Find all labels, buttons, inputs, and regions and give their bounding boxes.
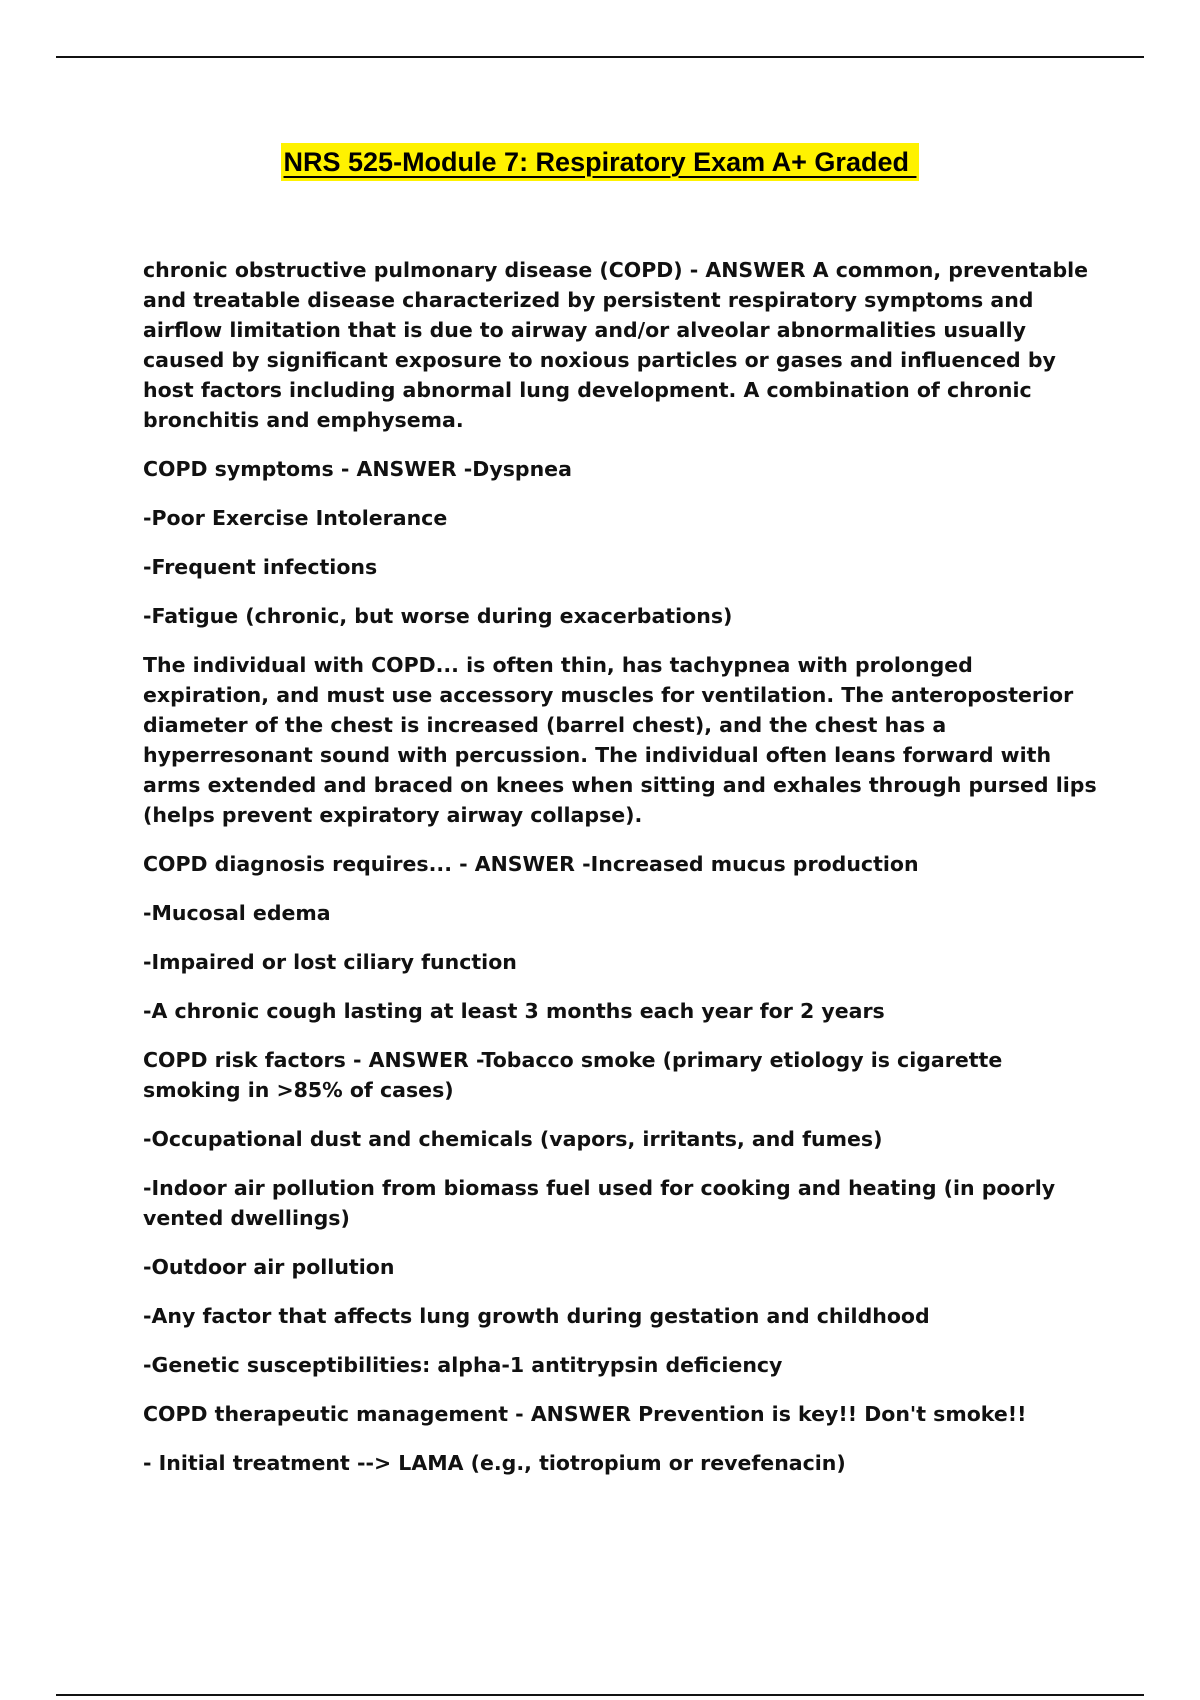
footer-rule <box>56 1694 1144 1696</box>
title-container <box>0 143 1200 181</box>
list-item: -A chronic cough lasting at least 3 months each year for 2 years <box>143 999 885 1023</box>
list-item: -Any factor that affects lung growth during gestation and childhood <box>143 1304 930 1328</box>
paragraph-copd-individual: The individual with COPD... is often thin, has tachypnea with prolonged expiration, and must use accessory muscles for ventilation. The anteroposterior diameter of the chest is increased (barrel chest), and the chest has a hyperresonant sound with percussion. The individual often leans forward with arms extended and braced on knees when sitting and exhales through pursed lips (helps prevent expiratory airway collapse). <box>143 653 1097 827</box>
document-body <box>143 255 1103 1497</box>
list-item: -Genetic susceptibilities: alpha-1 antitrypsin deficiency <box>143 1353 783 1377</box>
paragraph-copd-symptoms: COPD symptoms - ANSWER -Dyspnea <box>143 457 572 481</box>
list-item: -Fatigue (chronic, but worse during exacerbations) <box>143 604 733 628</box>
paragraph-copd-risk-factors: COPD risk factors - ANSWER -Tobacco smoke (primary etiology is cigarette smoking in >85% of cases) <box>143 1048 1003 1102</box>
list-item: -Impaired or lost ciliary function <box>143 950 517 974</box>
list-item: -Mucosal edema <box>143 901 331 925</box>
paragraph-copd-definition: chronic obstructive pulmonary disease (COPD) - ANSWER A common, preventable and treatable disease characterized by persistent respiratory symptoms and airflow limitation that is due to airway and/or alveolar abnormalities usually caused by significant exposure to noxious particles or gases and influenced by host factors including abnormal lung development. A combination of chronic bronchitis and emphysema. <box>143 258 1089 432</box>
list-item: - Initial treatment --> LAMA (e.g., tiotropium or revefenacin) <box>143 1451 846 1475</box>
list-item: -Indoor air pollution from biomass fuel used for cooking and heating (in poorly vented dwellings) <box>143 1176 1056 1230</box>
paragraph-copd-management: COPD therapeutic management - ANSWER Prevention is key!! Don't smoke!! <box>143 1402 1027 1426</box>
document-title: NRS 525-Module 7: Respiratory Exam A+ Graded <box>281 143 920 181</box>
paragraph-copd-diagnosis: COPD diagnosis requires... - ANSWER -Increased mucus production <box>143 852 919 876</box>
list-item: -Outdoor air pollution <box>143 1255 395 1279</box>
list-item: -Poor Exercise Intolerance <box>143 506 448 530</box>
list-item: -Occupational dust and chemicals (vapors, irritants, and fumes) <box>143 1127 883 1151</box>
header-rule <box>56 56 1144 58</box>
list-item: -Frequent infections <box>143 555 378 579</box>
